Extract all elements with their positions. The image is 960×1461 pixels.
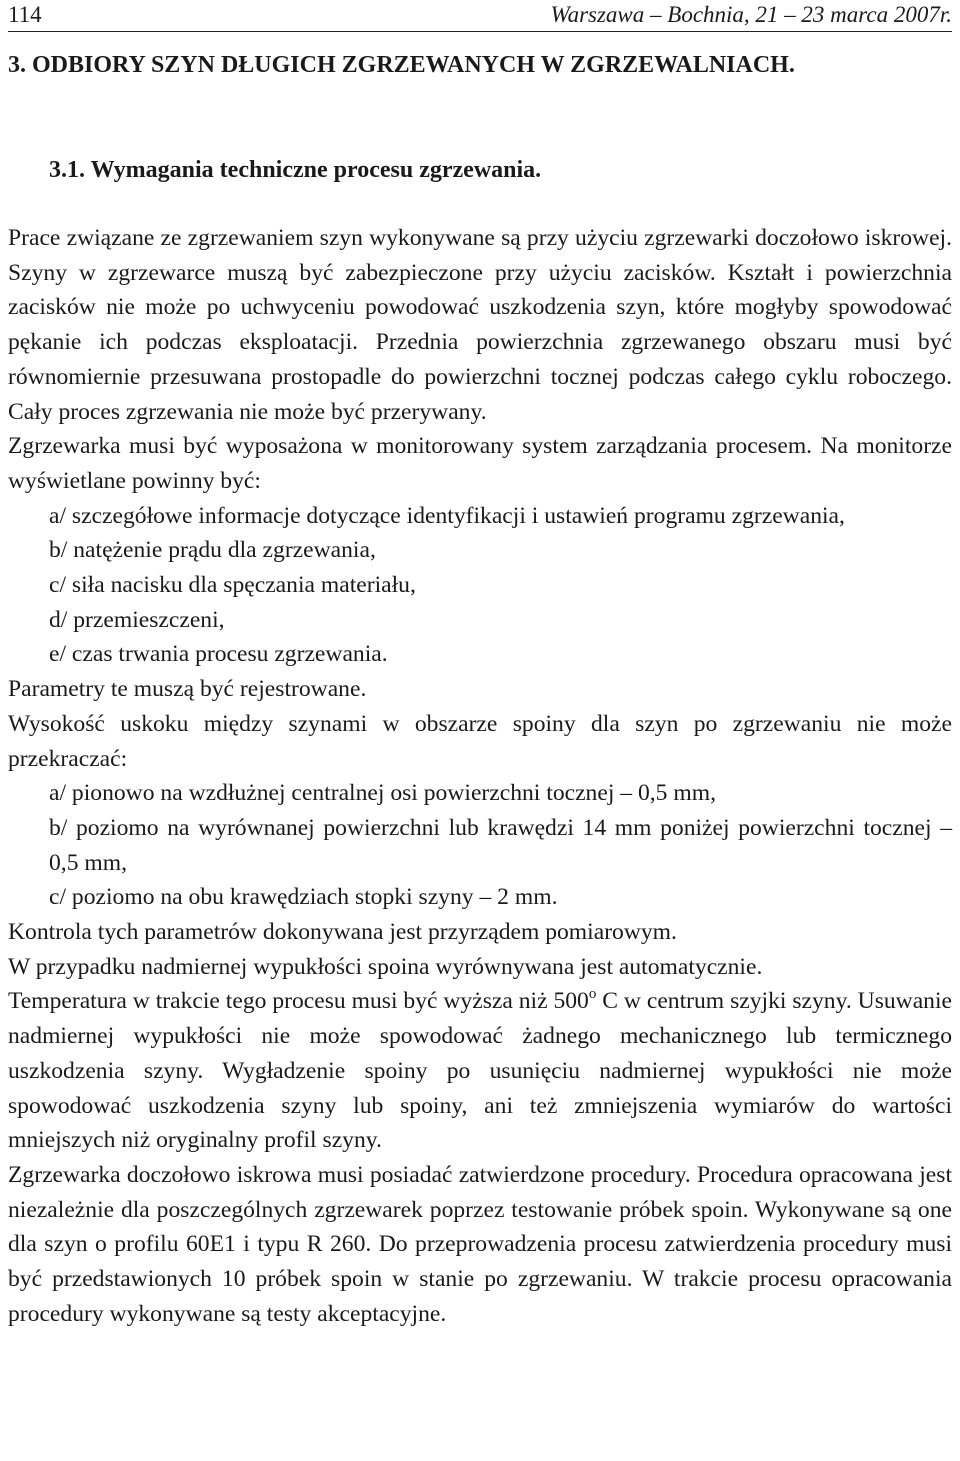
list-item: a/ szczegółowe informacje dotyczące identyfikacji i ustawień programu zgrzewania, <box>49 502 845 529</box>
list-item: b/ poziomo na wyrównanej powierzchni lub krawędzi 14 mm poniżej powierzchni tocznej – 0,5 mm, <box>49 814 952 876</box>
list-item: e/ czas trwania procesu zgrzewania. <box>49 641 388 668</box>
paragraph-monitoring-system: Zgrzewarka musi być wyposażona w monitorowany system zarządzania procesem. Na monitorze wyświetlane powinny być: <box>8 433 952 494</box>
paragraph-offset-limits: Wysokość uskoku między szynami w obszarze spoiny dla szyn po zgrzewaniu nie może przekraczać: <box>8 710 952 772</box>
page-number: 114 <box>8 2 42 27</box>
subsection-heading: 3.1. Wymagania techniczne procesu zgrzewania. <box>49 157 542 183</box>
list-item: c/ siła nacisku dla spęczania materiału, <box>49 572 416 599</box>
list-item: d/ przemieszczeni, <box>49 606 225 633</box>
list-item: c/ poziomo na obu krawędziach stopki szyny – 2 mm. <box>49 884 558 911</box>
section-heading: 3. ODBIORY SZYN DŁUGICH ZGRZEWANYCH W ZGRZEWALNIACH. <box>8 52 795 78</box>
paragraph-automatic-trimming: W przypadku nadmiernej wypukłości spoina wyrównywana jest automatycznie. <box>8 953 763 980</box>
body-text <box>8 221 952 1332</box>
list-item: b/ natężenie prądu dla zgrzewania, <box>49 537 376 564</box>
paragraph-approved-procedures: Zgrzewarka doczołowo iskrowa musi posiadać zatwierdzone procedury. Procedura opracowana jest niezależnie dla poszczególnych zgrzewarek poprzez testowanie próbek spoin. Wykonywane są one dla szyn o profilu 60E1 i typu R 260. Do przeprowadzenia procesu zatwierdzenia procedury musi być przedstawionych 10 próbek spoin w stanie po zgrzewaniu. W trakcie procesu opracowania procedury wykonywane są testy akceptacyjne. <box>8 1161 952 1327</box>
paragraph-measurement: Kontrola tych parametrów dokonywana jest przyrządem pomiarowym. <box>8 919 677 946</box>
running-header <box>8 0 952 32</box>
degree-superscript: o <box>588 986 597 1003</box>
list-item: a/ pionowo na wzdłużnej centralnej osi powierzchni tocznej – 0,5 mm, <box>49 780 716 807</box>
paragraph-temperature <box>8 984 952 1158</box>
temperature-text-end: C w centrum szyjki szyny. Usuwanie nadmiernej wypukłości nie może spowodować żadnego mechanicznego lub termicznego uszkodzenia szyny. Wygładzenie spoiny po usunięciu nadmiernej wypukłości nie może spowodować uszkodzenia szyny lub spoiny, ani też zmniejszenia wymiarów do wartości mniejszych niż oryginalny profil szyny. <box>8 988 953 1154</box>
paragraph-welding-machine: Prace związane ze zgrzewaniem szyn wykonywane są przy użyciu zgrzewarki doczołowo iskrowej. Szyny w zgrzewarce muszą być zabezpieczone przy użyciu zacisków. Kształt i powierzchnia zacisków nie może po uchwyceniu powodować uszkodzenia szyn, które mogłyby spowodować pękanie ich podczas eksploatacji. Przednia powierzchnia zgrzewanego obszaru musi być równomiernie przesuwana prostopadle do powierzchni tocznej podczas całego cyklu roboczego. Cały proces zgrzewania nie może być przerywany. <box>8 225 952 425</box>
conference-venue-date: Warszawa – Bochnia, 21 – 23 marca 2007r. <box>550 2 952 27</box>
paragraph-parameters-recorded: Parametry te muszą być rejestrowane. <box>8 676 367 703</box>
temperature-text-start: Temperatura w trakcie tego procesu musi być wyższa niż 500 <box>8 988 589 1015</box>
